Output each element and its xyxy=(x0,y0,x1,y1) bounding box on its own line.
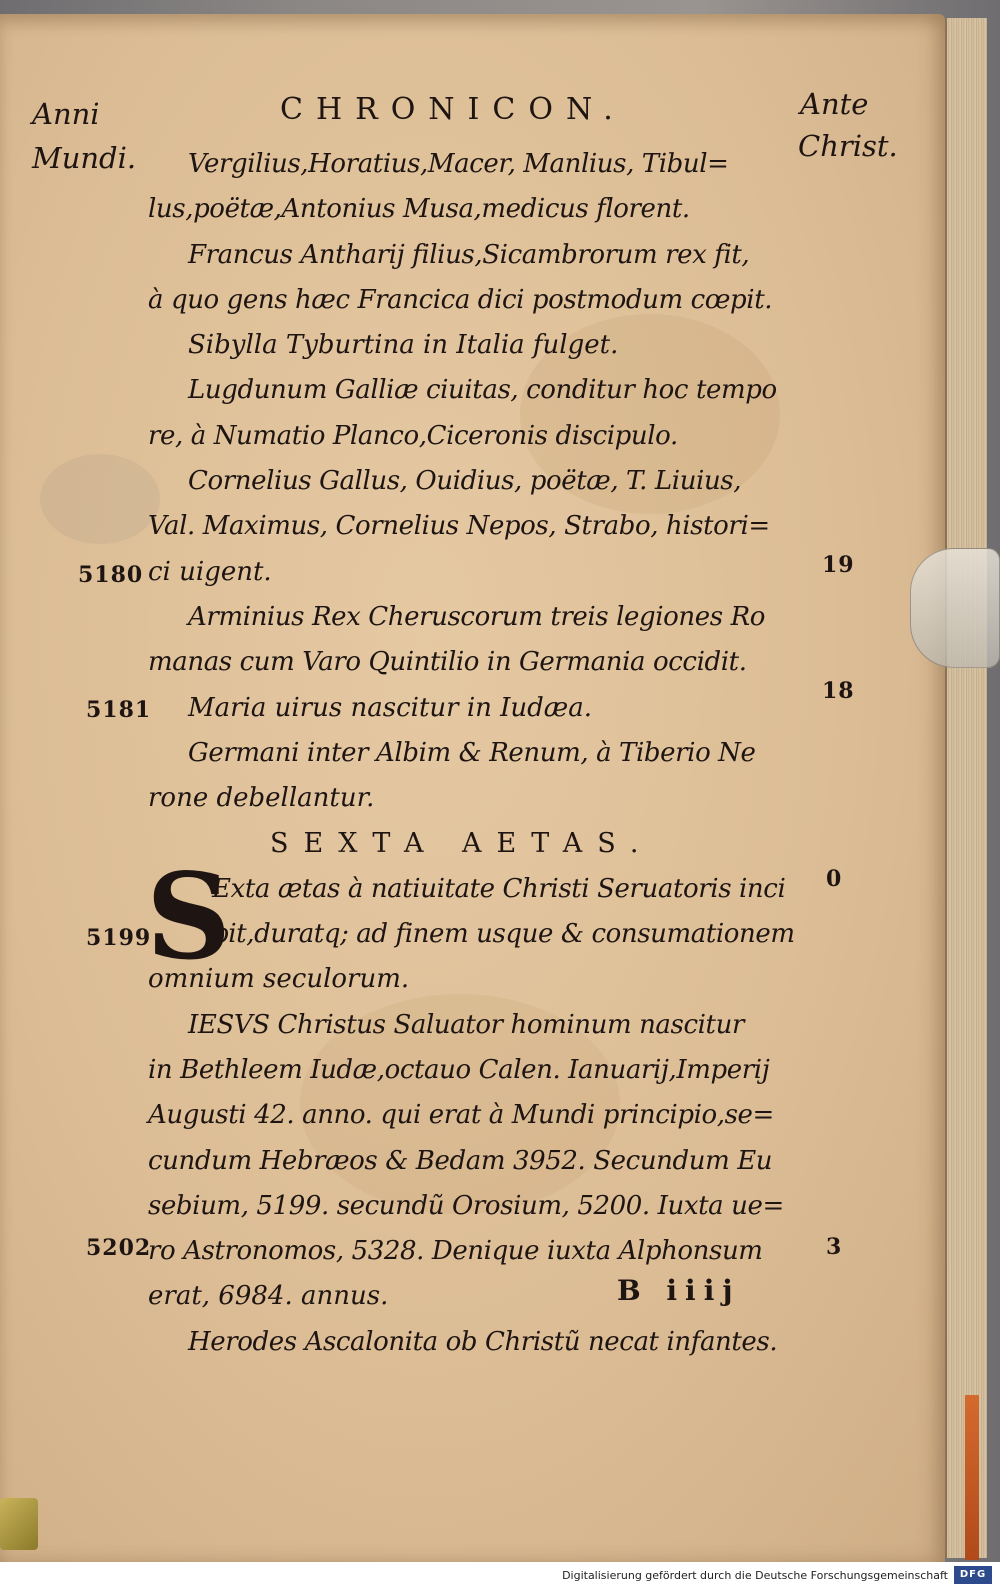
year-number-right: 3 xyxy=(826,1234,843,1260)
text-line: erat, 6984. annus. xyxy=(148,1281,389,1312)
signature-mark: B iiij xyxy=(617,1274,741,1307)
book-page-edges xyxy=(945,18,987,1558)
year-number-right: 19 xyxy=(822,552,855,578)
text-line: lus,poëtæ,Antonius Musa,medicus florent. xyxy=(148,194,690,225)
text-line: Maria uirus nascitur in Iudæa. xyxy=(188,692,593,723)
text-line: rone debellantur. xyxy=(148,783,375,814)
left-margin-label-mundi: Mundi. xyxy=(32,141,137,175)
text-line: ro Astronomos, 5328. Denique iuxta Alphonsum xyxy=(148,1236,763,1267)
text-line: re, à Numatio Planco,Ciceronis discipulo. xyxy=(148,420,678,451)
text-line: omnium seculorum. xyxy=(148,964,410,995)
text-line: manas cum Varo Quintilio in Germania occidit. xyxy=(148,647,747,678)
text-line: Exta ætas à natiuitate Christi Seruatoris inci xyxy=(212,873,786,904)
text-line: Vergilius,Horatius,Macer, Manlius, Tibul= xyxy=(188,149,729,179)
text-line: Cornelius Gallus, Ouidius, poëtæ, T. Liuius, xyxy=(188,466,742,497)
text-line: Sibylla Tyburtina in Italia fulget. xyxy=(188,330,619,361)
text-line: à quo gens hæc Francica dici postmodum cœpit. xyxy=(148,284,773,315)
year-number-left: 5181 xyxy=(86,697,152,723)
text-line: pit,duratq; ad finem usque & consumationem xyxy=(212,919,795,950)
text-line: cundum Hebræos & Bedam 3952. Secundum Eu xyxy=(148,1145,773,1176)
drop-cap-initial: S xyxy=(146,846,232,986)
right-margin-label-ante: Ante xyxy=(800,87,869,121)
text-line: Arminius Rex Cheruscorum treis legiones Ro xyxy=(188,601,765,632)
section-heading: SEXTA AETAS. xyxy=(270,828,654,860)
book-clasp xyxy=(910,548,1000,668)
text-line: Herodes Ascalonita ob Christũ necat infantes. xyxy=(188,1326,778,1357)
year-number-left: 5202 xyxy=(86,1235,152,1261)
bookmark-ribbon xyxy=(0,1498,38,1550)
left-margin-label-anni: Anni xyxy=(32,97,100,131)
dfg-logo: DFG xyxy=(954,1566,992,1584)
text-line: sebium, 5199. secundũ Orosium, 5200. Iuxta ue= xyxy=(148,1190,784,1221)
year-number-left: 5180 xyxy=(78,562,144,588)
text-line: Germani inter Albim & Renum, à Tiberio Ne xyxy=(188,737,756,768)
text-line: ci uigent. xyxy=(148,556,272,587)
text-line: Augusti 42. anno. qui erat à Mundi principio,se= xyxy=(148,1100,774,1131)
page-stain xyxy=(40,454,160,544)
text-line: IESVS Christus Saluator hominum nascitur xyxy=(188,1009,744,1040)
text-line: Val. Maximus, Cornelius Nepos, Strabo, histori= xyxy=(148,511,770,542)
book-cover-edge xyxy=(965,1395,979,1560)
year-number-left: 5199 xyxy=(86,925,152,951)
funding-credit: Digitalisierung gefördert durch die Deutsche Forschungsgemeinschaft xyxy=(562,1569,948,1582)
text-line: in Bethleem Iudæ,octauo Calen. Ianuarij,Imperij xyxy=(148,1054,770,1085)
text-line: Lugdunum Galliæ ciuitas, conditur hoc tempo xyxy=(188,375,777,406)
chronicle-text xyxy=(148,142,808,1365)
year-number-right: 18 xyxy=(822,678,855,704)
running-title: CHRONICON. xyxy=(280,92,626,127)
right-margin-label-christ: Christ. xyxy=(798,129,898,163)
year-number-right: 0 xyxy=(826,866,843,892)
text-line: Francus Antharij filius,Sicambrorum rex fit, xyxy=(188,239,750,270)
